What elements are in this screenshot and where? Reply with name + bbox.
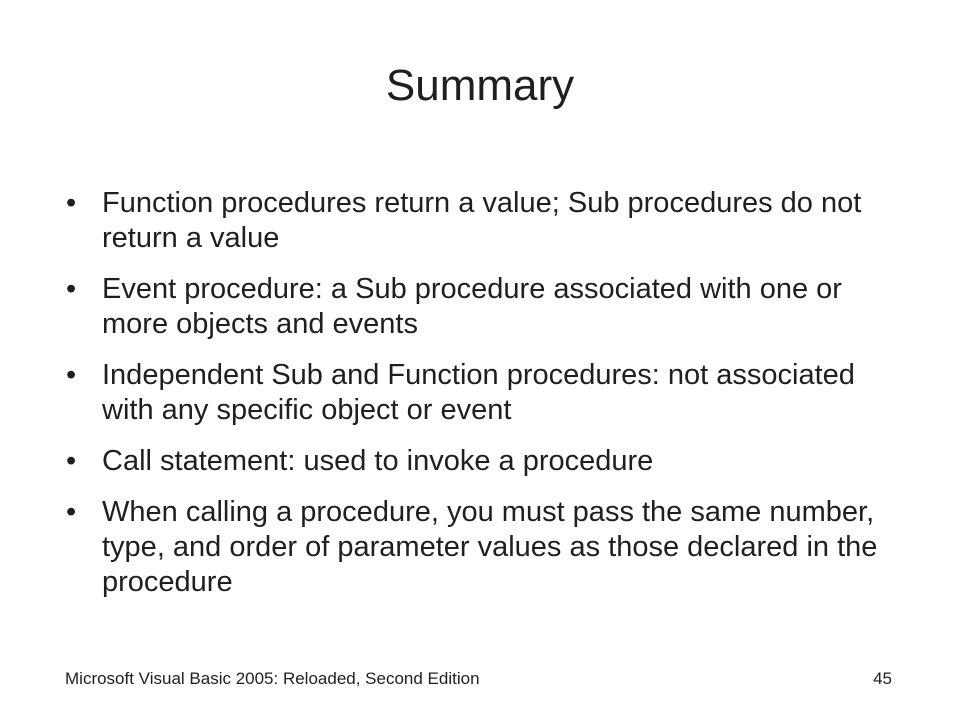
bullet-text: Function procedures return a value; Sub procedures do not return a value xyxy=(102,187,862,254)
bullet-item xyxy=(62,495,902,600)
footer-book-title: Microsoft Visual Basic 2005: Reloaded, Second Edition xyxy=(65,669,480,688)
bullet-item xyxy=(62,272,902,342)
footer-page-number: 45 xyxy=(873,669,892,688)
bullet-icon: • xyxy=(66,496,77,528)
bullet-icon: • xyxy=(66,187,77,219)
bullet-icon: • xyxy=(66,273,77,305)
bullet-text: Call statement: used to invoke a procedure xyxy=(102,445,654,477)
bullet-item xyxy=(62,186,902,256)
bullet-list xyxy=(62,186,902,616)
bullet-item xyxy=(62,358,902,428)
bullet-icon: • xyxy=(66,445,77,477)
bullet-icon: • xyxy=(66,359,77,391)
bullet-text: Event procedure: a Sub procedure associated with one or more objects and events xyxy=(102,273,842,340)
bullet-text: Independent Sub and Function procedures: not associated with any specific object or event xyxy=(102,359,855,426)
slide-title: Summary xyxy=(385,61,575,110)
bullet-text: When calling a procedure, you must pass the same number, type, and order of parameter values as those declared in the procedure xyxy=(102,496,878,598)
bullet-item xyxy=(62,444,902,479)
